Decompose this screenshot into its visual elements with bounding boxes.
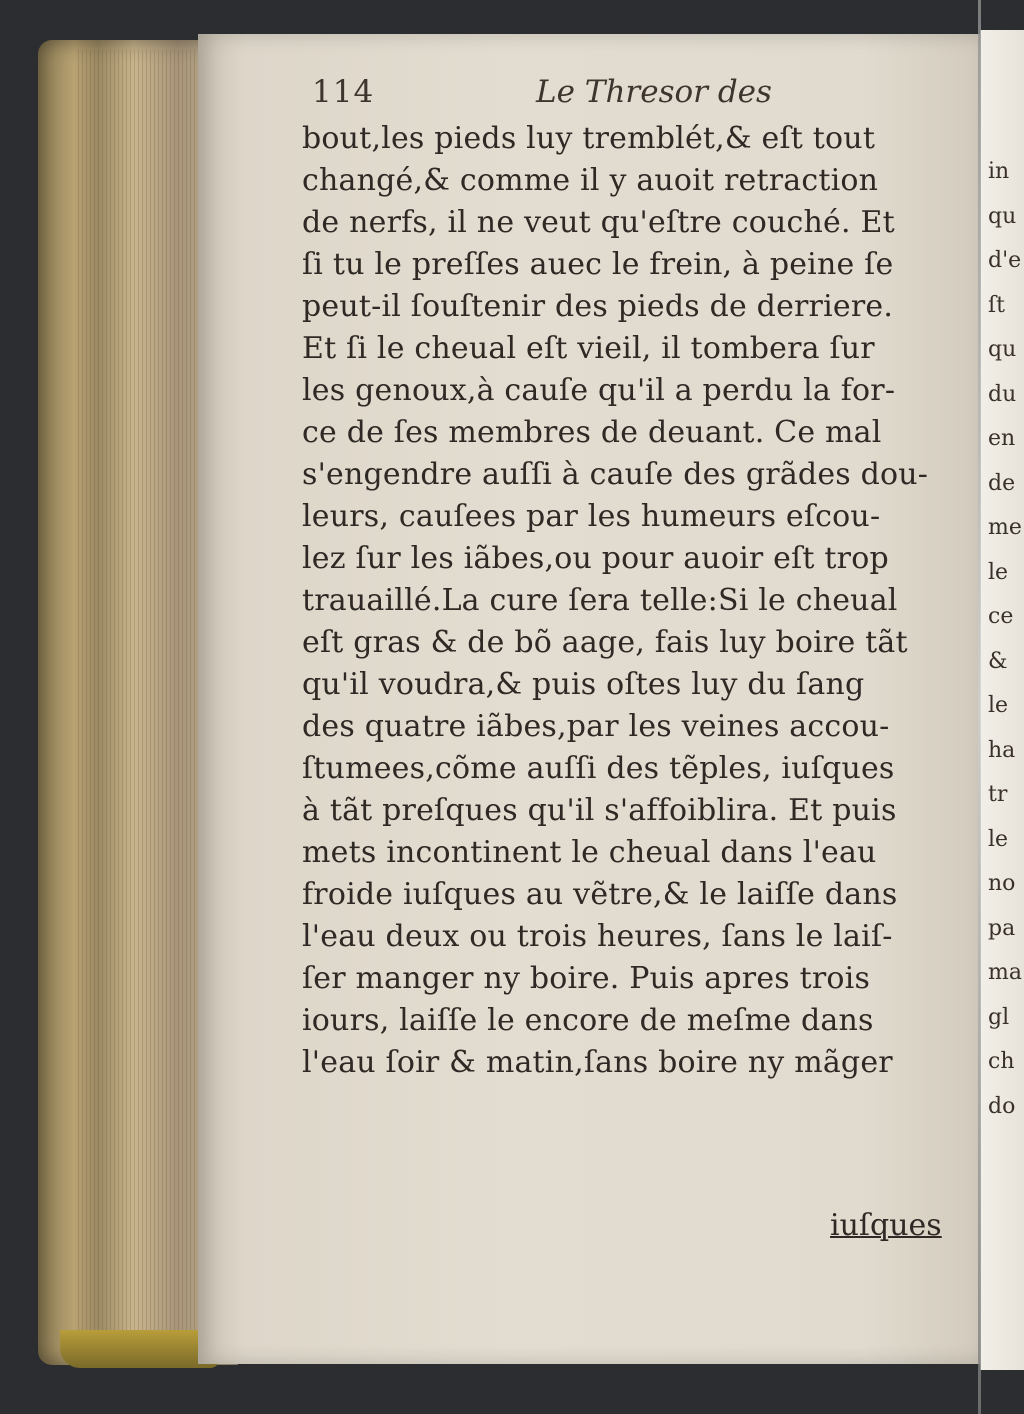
- fragment: in: [988, 159, 1010, 184]
- text-line: s'engendre auſſi à cauſe des grãdes dou-: [302, 457, 929, 492]
- fragment: le: [988, 693, 1009, 718]
- text-line: trauaillé.La cure ſera telle:Si le cheual: [302, 583, 898, 618]
- glass-plate-edge: [978, 0, 981, 1414]
- text-line: ſer manger ny boire. Puis apres trois: [302, 961, 871, 996]
- fragment: ch: [988, 1049, 1015, 1074]
- text-line: bout,les pieds luy tremblét,& eſt tout: [302, 121, 876, 156]
- fragment: qu: [988, 337, 1017, 362]
- text-line: ſtumees,cõme auſſi des tẽples, iuſques: [302, 751, 895, 786]
- text-line: l'eau ſoir & matin,ſans boire ny mãger: [302, 1045, 893, 1080]
- text-line: lez ſur les iãbes,ou pour auoir eſt trop: [302, 541, 889, 576]
- text-line: changé,& comme il y auoit retraction: [302, 163, 879, 198]
- text-line: ſi tu le preſſes auec le frein, à peine ſe: [302, 247, 894, 282]
- book-cover-edge: [60, 1330, 220, 1368]
- page-number: 114: [312, 74, 375, 110]
- fragment: gl: [988, 1004, 1010, 1030]
- text-line: Et ſi le cheual eſt vieil, il tombera ſur: [302, 331, 875, 366]
- text-line: mets incontinent le cheual dans l'eau: [302, 835, 877, 870]
- text-line: à tãt preſques qu'il s'affoiblira. Et puis: [302, 793, 897, 828]
- text-line: peut-il ſouſtenir des pieds de derriere.: [302, 289, 894, 324]
- fragment: qu: [988, 203, 1017, 229]
- next-page-strip: [980, 30, 1024, 1370]
- fragment: me: [988, 515, 1022, 540]
- fragment: en: [988, 426, 1016, 451]
- text-line: de nerfs, il ne veut qu'eſtre couché. Et: [302, 205, 895, 240]
- fragment: le: [988, 559, 1009, 585]
- fragment: du: [988, 381, 1017, 407]
- text-line: ce de ſes membres de deuant. Ce mal: [302, 415, 882, 450]
- next-page-fragments: [988, 150, 1024, 1129]
- fragment: ſt: [988, 292, 1005, 318]
- text-line: froide iuſques au vẽtre,& le laiſſe dans: [302, 877, 898, 912]
- text-line: leurs, cauſees par les humeurs eſcou-: [302, 499, 881, 534]
- body-text: [302, 118, 968, 1084]
- text-line: les genoux,à cauſe qu'il a perdu la for-: [302, 373, 896, 408]
- catchword: iuſques: [830, 1208, 942, 1243]
- fragment: &: [988, 648, 1008, 674]
- fragment: de: [988, 470, 1016, 496]
- fragment: pa: [988, 915, 1016, 941]
- text-line: iours, laiſſe le encore de meſme dans: [302, 1003, 874, 1038]
- fragment: no: [988, 871, 1016, 896]
- page-header: [312, 68, 932, 118]
- fragment: ce: [988, 604, 1014, 629]
- text-line: des quatre iãbes,par les veines accou-: [302, 709, 890, 744]
- fragment: ha: [988, 737, 1016, 763]
- fragment: ma: [988, 960, 1022, 985]
- text-line: eſt gras & de bõ aage, fais luy boire tãt: [302, 625, 908, 660]
- text-line: qu'il voudra,& puis oſtes luy du ſang: [302, 667, 865, 702]
- fragment: le: [988, 826, 1009, 852]
- running-head: Le Thresor des: [536, 74, 772, 110]
- text-line: l'eau deux ou trois heures, ſans le laiſ-: [302, 919, 893, 954]
- fragment: d'e: [988, 248, 1022, 273]
- fragment: tr: [988, 782, 1008, 807]
- fragment: do: [988, 1093, 1016, 1119]
